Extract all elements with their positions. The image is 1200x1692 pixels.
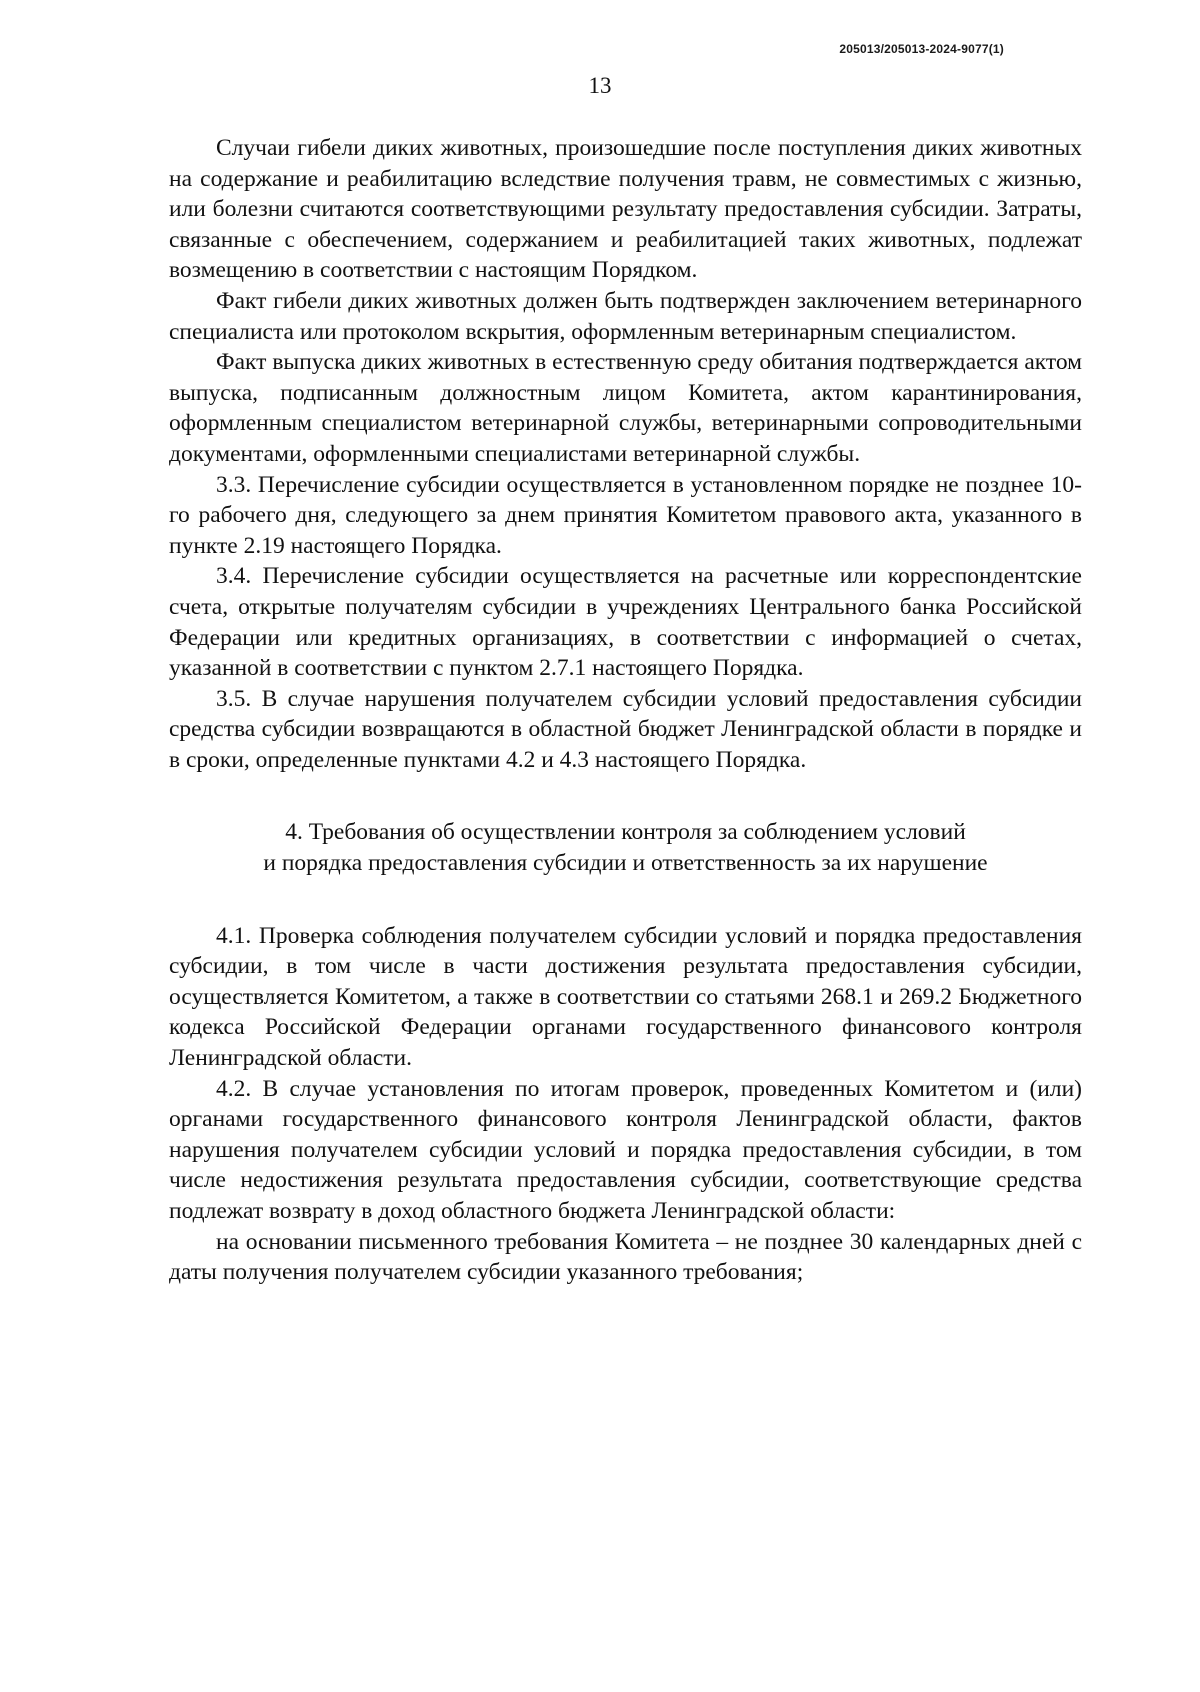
paragraph: на основании письменного требования Комитета – не позднее 30 календарных дней с даты получения получателем субсидии указанного требования;: [169, 1228, 1082, 1286]
paragraph: Случаи гибели диких животных, произошедшие после поступления диких животных на содержание и реабилитацию вследствие получения травм, не совместимых с жизнью, или болезни считаются соответствующими результату предоставления субсидии. Затраты, связанные с обеспечением, содержанием и реабилитацией таких животных, подлежат возмещению в соответствии с настоящим Порядком.: [169, 135, 1082, 284]
document-id: 205013/205013-2024-9077(1): [839, 42, 1004, 56]
page-number: 13: [588, 73, 612, 98]
paragraph-3-3: 3.3. Перечисление субсидии осуществляется в установленном порядке не позднее 10-го рабочего дня, следующего за днем принятия Комитетом правового акта, указанного в пункте 2.19 настоящего Порядка.: [169, 471, 1082, 559]
section-title-line: 4. Требования об осуществлении контроля за соблюдением условий: [285, 819, 966, 846]
paragraph-4-1: 4.1. Проверка соблюдения получателем субсидии условий и порядка предоставления субсидии, в том числе в части достижения результата предоставления субсидии, осуществляется Комитетом, а также в соответствии со статьями 268.1 и 269.2 Бюджетного кодекса Российской Федерации органами государственного финансового контроля Ленинградской области.: [169, 922, 1082, 1072]
paragraph: Факт гибели диких животных должен быть подтвержден заключением ветеринарного специалиста или протоколом вскрытия, оформленным ветеринарным специалистом.: [169, 287, 1082, 345]
paragraph-4-2: 4.2. В случае установления по итогам проверок, проведенных Комитетом и (или) органами государственного финансового контроля Ленинградской области, фактов нарушения получателем субсидии условий и порядка предоставления субсидии, в том числе недостижения результата предоставления субсидии, соответствующие средства подлежат возврату в доход областного бюджета Ленинградской области:: [169, 1075, 1082, 1224]
paragraph: Факт выпуска диких животных в естественную среду обитания подтверждается актом выпуска, подписанным должностным лицом Комитета, актом карантинирования, оформленным специалистом ветеринарной службы, ветеринарными сопроводительными документами, оформленными специалистами ветеринарной службы.: [169, 349, 1082, 467]
section-title-line: и порядка предоставления субсидии и ответственность за их нарушение: [263, 850, 988, 877]
paragraph-3-5: 3.5. В случае нарушения получателем субсидии условий предоставления субсидии средства субсидии возвращаются в областной бюджет Ленинградской области в порядке и в сроки, определенные пунктами 4.2 и 4.3 настоящего Порядка.: [169, 685, 1082, 773]
document-body: [169, 133, 1082, 1288]
section-title: [169, 817, 1082, 878]
paragraph-3-4: 3.4. Перечисление субсидии осуществляется на расчетные или корреспондентские счета, открытые получателям субсидии в учреждениях Центрального банка Российской Федерации или кредитных организациях, в соответствии с информацией о счетах, указанной в соответствии с пунктом 2.7.1 настоящего Порядка.: [169, 563, 1082, 682]
